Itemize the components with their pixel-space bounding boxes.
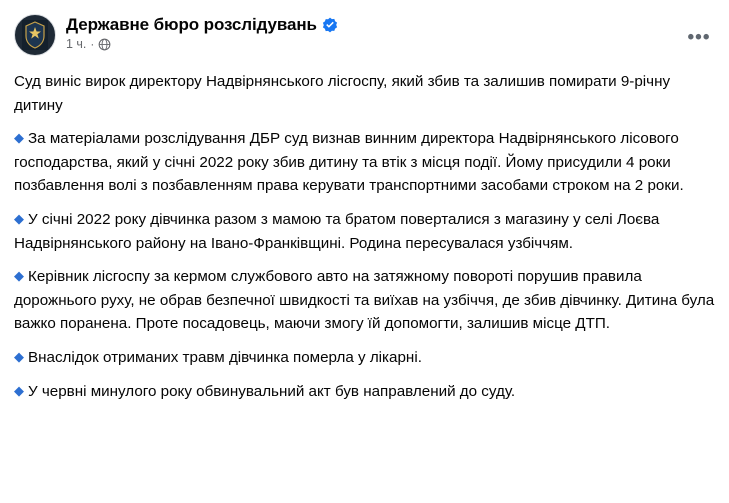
post-options-button[interactable]: ••• [687,27,711,48]
header-text [66,14,715,51]
post-paragraph [14,207,715,255]
page-name[interactable]: Державне бюро розслідувань [66,15,317,34]
post-paragraph [14,379,715,404]
post-header [14,10,715,58]
post-paragraph [14,126,715,198]
name-row [66,15,715,34]
post-body [14,70,715,403]
post-paragraph-text: У червні минулого року обвинувальний акт був направлений до суду. [28,382,516,400]
post-meta [66,37,715,51]
diamond-bullet-icon: ◆ [14,348,24,364]
post-paragraph-text: Внаслідок отриманих травм дівчинка померла у лікарні. [28,348,422,366]
globe-icon[interactable] [98,38,111,51]
diamond-bullet-icon: ◆ [14,130,24,146]
post-paragraph-text: За матеріалами розслідування ДБР суд визнав винним директора Надвірнянського лісового господарства, який у січні 2022 року збив дитину та втік з місця події. Йому присудили 4 роки позбавлення волі з позбавленням права керувати транспортними засобами строком на 2 роки. [14,130,684,195]
avatar[interactable] [14,14,56,56]
post-timestamp[interactable]: 1 ч. [66,37,87,51]
post-paragraph [14,264,715,336]
post-lead-text: Суд виніс вирок директору Надвірнянського лісгоспу, який збив та залишив помирати 9-річну дитину [14,73,671,114]
diamond-bullet-icon: ◆ [14,382,24,398]
diamond-bullet-icon: ◆ [14,268,24,284]
post-paragraph [14,345,715,370]
post-paragraph-text: Керівник лісгоспу за кермом службового авто на затяжному повороті порушив правила дорожнього руху, не обрав безпечної швидкості та виїхав на узбіччя, де збив дівчинку. Дитина була важко поранена. Проте посадовець, маючи змогу їй допомогти, залишив місце ДТП. [14,268,715,333]
verified-badge-icon [322,17,338,33]
post-paragraph-text: У січні 2022 року дівчинка разом з мамою та братом поверталися з магазину у селі Лоєва Надвірнянського району на Івано-Франківщині. Родина пересувалася узбіччям. [14,210,660,252]
diamond-bullet-icon: ◆ [14,210,24,226]
meta-separator: · [90,37,95,51]
page-avatar-crest-icon [22,20,48,50]
